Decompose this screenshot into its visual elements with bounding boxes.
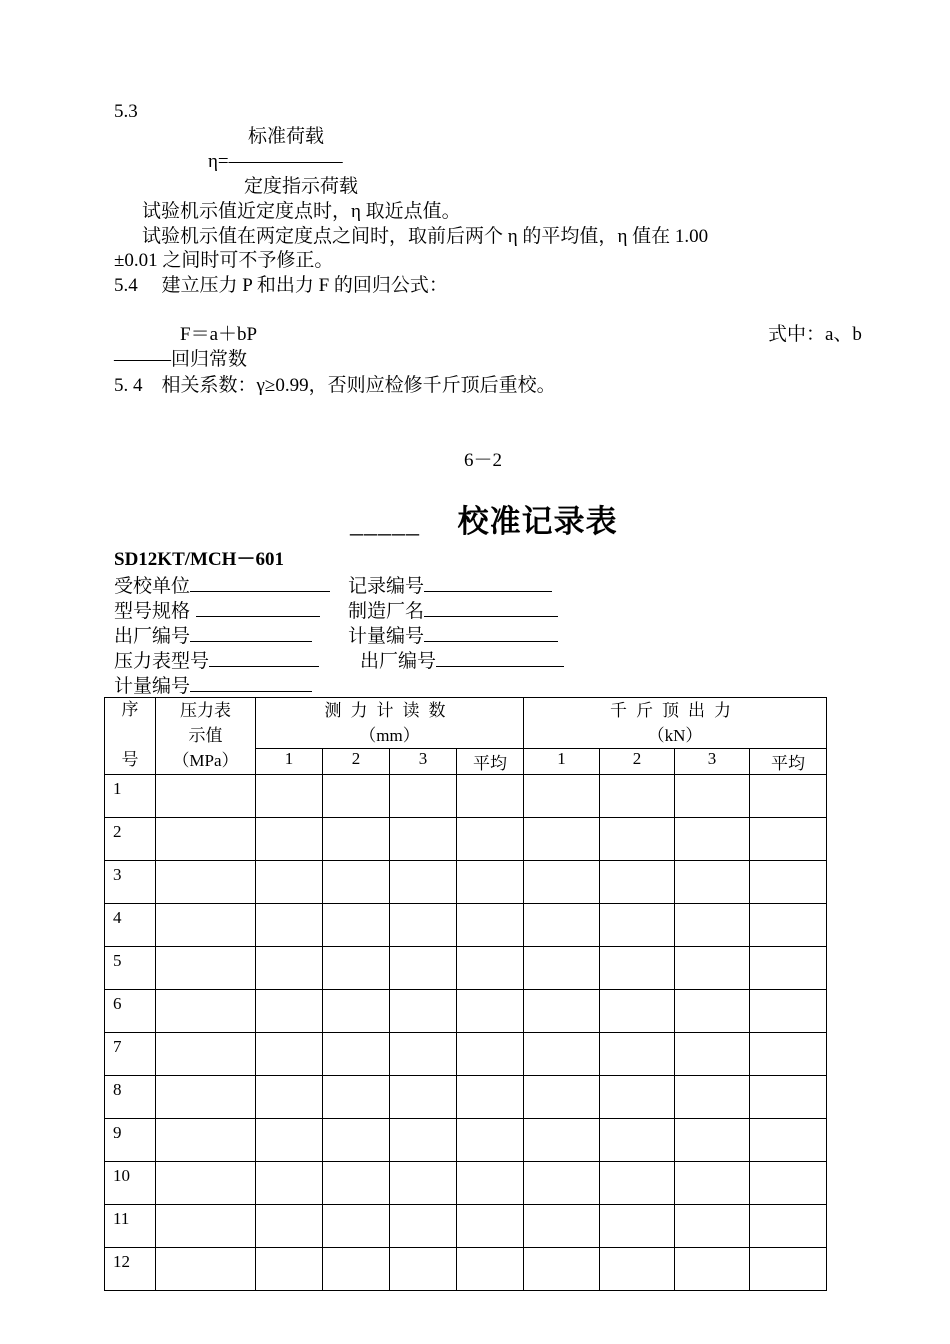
- table-cell[interactable]: [524, 990, 600, 1033]
- table-row: [105, 1076, 827, 1119]
- table-cell[interactable]: [675, 775, 750, 818]
- row-number: 7: [105, 1033, 156, 1076]
- table-cell[interactable]: [600, 1162, 675, 1205]
- field-row: [360, 648, 564, 674]
- table-cell[interactable]: [600, 1033, 675, 1076]
- header-reading-title: 测力计读数: [324, 701, 455, 720]
- table-cell[interactable]: [457, 1248, 524, 1291]
- table-cell[interactable]: [457, 861, 524, 904]
- table-cell[interactable]: [256, 1162, 323, 1205]
- field-gauge-meter-no-label: 计量编号: [114, 676, 191, 697]
- table-cell[interactable]: [256, 1033, 323, 1076]
- field-row: [114, 648, 319, 674]
- section-number: 5.3: [114, 101, 138, 122]
- section-heading: 5.4 建立压力 P 和出力 F 的回归公式：: [114, 275, 448, 296]
- table-cell[interactable]: [323, 1033, 390, 1076]
- table-cell[interactable]: [600, 947, 675, 990]
- table-cell[interactable]: [323, 1248, 390, 1291]
- table-cell[interactable]: [675, 1162, 750, 1205]
- table-cell[interactable]: [457, 990, 524, 1033]
- table-cell[interactable]: [256, 775, 323, 818]
- subheader-output-2: 2: [600, 749, 675, 775]
- table-cell[interactable]: [750, 947, 827, 990]
- header-output-group: [524, 698, 827, 749]
- correlation-note: 5. 4 相关系数：γ≥0.99，否则应检修千斤顶后重校。: [114, 375, 556, 396]
- field-row: [114, 598, 320, 624]
- table-cell[interactable]: [390, 990, 457, 1033]
- header-pressure: [156, 698, 256, 775]
- table-cell[interactable]: [524, 1248, 600, 1291]
- table-row: [105, 1162, 827, 1205]
- table-cell[interactable]: [390, 1119, 457, 1162]
- subheader-reading-2: 2: [323, 749, 390, 775]
- table-cell[interactable]: [750, 1162, 827, 1205]
- title-blank: _____: [350, 509, 420, 538]
- paragraph-line: ±0.01 之间时可不予修正。: [114, 250, 334, 271]
- field-serial-label: 出厂编号: [114, 626, 191, 647]
- table-cell[interactable]: [156, 818, 256, 861]
- field-row: [348, 598, 558, 624]
- field-model-blank[interactable]: [196, 598, 320, 617]
- table-cell[interactable]: [524, 775, 600, 818]
- header-seq: [105, 698, 156, 775]
- table-cell[interactable]: [390, 1076, 457, 1119]
- table-cell[interactable]: [675, 1248, 750, 1291]
- calibration-record-table: [104, 697, 827, 1291]
- header-pressure-line3: （MPa）: [172, 751, 239, 770]
- field-meter-no-label: 计量编号: [348, 626, 425, 647]
- table-cell[interactable]: [457, 1033, 524, 1076]
- table-cell[interactable]: [457, 904, 524, 947]
- row-number: 10: [105, 1162, 156, 1205]
- table-cell[interactable]: [156, 1033, 256, 1076]
- table-cell[interactable]: [457, 1076, 524, 1119]
- table-cell[interactable]: [256, 1205, 323, 1248]
- field-row: [114, 573, 330, 599]
- table-cell[interactable]: [750, 904, 827, 947]
- subheader-output-avg: 平均: [750, 749, 827, 775]
- table-cell[interactable]: [750, 1205, 827, 1248]
- table-cell[interactable]: [323, 1076, 390, 1119]
- field-manufacturer-blank[interactable]: [424, 598, 558, 617]
- table-cell[interactable]: [390, 775, 457, 818]
- header-output-unit: （kN）: [647, 726, 703, 745]
- field-gauge-meter-no-blank[interactable]: [190, 673, 312, 692]
- table-cell[interactable]: [675, 904, 750, 947]
- table-cell[interactable]: [390, 1248, 457, 1291]
- table-cell[interactable]: [675, 947, 750, 990]
- regression-formula: F＝a＋bP: [180, 324, 258, 345]
- table-cell[interactable]: [675, 990, 750, 1033]
- table-cell[interactable]: [256, 947, 323, 990]
- row-number: 11: [105, 1205, 156, 1248]
- table-cell[interactable]: [675, 1076, 750, 1119]
- formula-numerator: 标准荷载: [248, 126, 325, 147]
- row-number: 1: [105, 775, 156, 818]
- row-number: 8: [105, 1076, 156, 1119]
- table-cell[interactable]: [156, 775, 256, 818]
- table-cell[interactable]: [256, 990, 323, 1033]
- table-cell[interactable]: [524, 947, 600, 990]
- table-cell[interactable]: [750, 1033, 827, 1076]
- row-number: 2: [105, 818, 156, 861]
- formula-where: 式中：a、b: [768, 324, 862, 345]
- table-row: [105, 990, 827, 1033]
- subheader-output-1: 1: [524, 749, 600, 775]
- form-title: 校准记录表: [457, 504, 618, 540]
- form-code: SD12KT/MCH－601: [114, 549, 284, 570]
- table-row: [105, 1205, 827, 1248]
- field-model-label: 型号规格: [114, 601, 191, 622]
- field-row: [114, 673, 312, 699]
- table-cell[interactable]: [457, 818, 524, 861]
- table-cell[interactable]: [600, 1205, 675, 1248]
- table-cell[interactable]: [750, 990, 827, 1033]
- table-cell[interactable]: [524, 1162, 600, 1205]
- field-row: [114, 623, 312, 649]
- field-row: [348, 623, 558, 649]
- table-cell[interactable]: [323, 775, 390, 818]
- table-cell[interactable]: [457, 1119, 524, 1162]
- table-cell[interactable]: [600, 861, 675, 904]
- table-row: [105, 1033, 827, 1076]
- field-manufacturer-label: 制造厂名: [348, 601, 425, 622]
- header-seq-bottom: 号: [121, 750, 139, 769]
- subheader-output-3: 3: [675, 749, 750, 775]
- table-cell[interactable]: [390, 818, 457, 861]
- table-cell[interactable]: [156, 1119, 256, 1162]
- table-cell[interactable]: [524, 1076, 600, 1119]
- row-number: 5: [105, 947, 156, 990]
- table-cell[interactable]: [156, 990, 256, 1033]
- paragraph-line: 试验机示值在两定度点之间时，取前后两个 η 的平均值，η 值在 1.00: [142, 226, 709, 247]
- field-gauge-model-label: 压力表型号: [114, 651, 210, 672]
- row-number: 12: [105, 1248, 156, 1291]
- formula-denominator: 定度指示荷载: [244, 176, 359, 197]
- table-cell[interactable]: [457, 1162, 524, 1205]
- table-cell[interactable]: [323, 1205, 390, 1248]
- table-cell[interactable]: [600, 904, 675, 947]
- table-cell[interactable]: [390, 861, 457, 904]
- table-cell[interactable]: [156, 861, 256, 904]
- table-cell[interactable]: [256, 861, 323, 904]
- table-cell[interactable]: [390, 1033, 457, 1076]
- subheader-reading-3: 3: [390, 749, 457, 775]
- row-number: 9: [105, 1119, 156, 1162]
- formula-where-cont: ———回归常数: [114, 349, 248, 370]
- table-cell[interactable]: [323, 947, 390, 990]
- table-cell[interactable]: [323, 861, 390, 904]
- table-cell[interactable]: [600, 1248, 675, 1291]
- header-output-title: 千斤顶出力: [610, 701, 740, 720]
- table-cell[interactable]: [156, 947, 256, 990]
- header-seq-top: 序: [121, 700, 139, 719]
- table-cell[interactable]: [524, 818, 600, 861]
- table-cell[interactable]: [156, 1162, 256, 1205]
- row-number: 4: [105, 904, 156, 947]
- table-cell[interactable]: [156, 1205, 256, 1248]
- field-gauge-serial-blank[interactable]: [436, 648, 564, 667]
- table-row: [105, 904, 827, 947]
- table-cell[interactable]: [750, 1248, 827, 1291]
- table-row: [105, 861, 827, 904]
- table-row: [105, 1248, 827, 1291]
- table-cell[interactable]: [390, 947, 457, 990]
- table-cell[interactable]: [323, 1162, 390, 1205]
- table-row: [105, 775, 827, 818]
- paragraph-line: 试验机示值近定度点时，η 取近点值。: [142, 201, 461, 222]
- table-cell[interactable]: [457, 1205, 524, 1248]
- table-cell[interactable]: [390, 904, 457, 947]
- table-cell[interactable]: [323, 1119, 390, 1162]
- table-cell[interactable]: [675, 1119, 750, 1162]
- table-cell[interactable]: [675, 818, 750, 861]
- field-gauge-serial-label: 出厂编号: [360, 651, 437, 672]
- page-number: 6－2: [464, 450, 503, 471]
- table-cell[interactable]: [600, 990, 675, 1033]
- table-cell[interactable]: [256, 1248, 323, 1291]
- table-cell[interactable]: [323, 818, 390, 861]
- table-cell[interactable]: [750, 818, 827, 861]
- table-cell[interactable]: [675, 861, 750, 904]
- table-cell[interactable]: [256, 904, 323, 947]
- table-cell[interactable]: [256, 818, 323, 861]
- field-record-no-label: 记录编号: [348, 576, 425, 597]
- form-title-row: [350, 503, 618, 543]
- table-cell[interactable]: [750, 1119, 827, 1162]
- table-cell[interactable]: [524, 904, 600, 947]
- table-cell[interactable]: [600, 818, 675, 861]
- table-cell[interactable]: [675, 1205, 750, 1248]
- field-record-no-blank[interactable]: [424, 573, 552, 592]
- table-cell[interactable]: [156, 1076, 256, 1119]
- field-gauge-model-blank[interactable]: [209, 648, 319, 667]
- table-cell[interactable]: [256, 1119, 323, 1162]
- field-row: [348, 573, 552, 599]
- table-cell[interactable]: [524, 1033, 600, 1076]
- field-serial-blank[interactable]: [190, 623, 312, 642]
- header-pressure-line1: 压力表: [180, 701, 231, 720]
- table-cell[interactable]: [524, 1205, 600, 1248]
- formula-eta-line: η=——————: [208, 151, 343, 172]
- subheader-reading-1: 1: [256, 749, 323, 775]
- table-cell[interactable]: [156, 904, 256, 947]
- field-meter-no-blank[interactable]: [424, 623, 558, 642]
- table-cell[interactable]: [675, 1033, 750, 1076]
- header-reading-group: [256, 698, 524, 749]
- table-cell[interactable]: [750, 1076, 827, 1119]
- row-number: 6: [105, 990, 156, 1033]
- table-cell[interactable]: [390, 1162, 457, 1205]
- table-cell[interactable]: [750, 775, 827, 818]
- subheader-reading-avg: 平均: [457, 749, 524, 775]
- header-pressure-line2: 示值: [188, 726, 223, 745]
- table-cell[interactable]: [600, 775, 675, 818]
- table-cell[interactable]: [600, 1076, 675, 1119]
- table-cell[interactable]: [750, 861, 827, 904]
- table-row: [105, 818, 827, 861]
- table-cell[interactable]: [457, 775, 524, 818]
- table-cell[interactable]: [323, 904, 390, 947]
- row-number: 3: [105, 861, 156, 904]
- table-row: [105, 947, 827, 990]
- field-unit-label: 受校单位: [114, 576, 191, 597]
- table-body: [105, 775, 827, 1291]
- header-reading-unit: （mm）: [359, 726, 420, 745]
- table-cell[interactable]: [524, 1119, 600, 1162]
- table-cell[interactable]: [256, 1076, 323, 1119]
- table-cell[interactable]: [156, 1248, 256, 1291]
- table-cell[interactable]: [390, 1205, 457, 1248]
- table-row: [105, 1119, 827, 1162]
- table-cell[interactable]: [457, 947, 524, 990]
- table-cell[interactable]: [524, 861, 600, 904]
- table-cell[interactable]: [600, 1119, 675, 1162]
- field-unit-blank[interactable]: [190, 573, 330, 592]
- table-cell[interactable]: [323, 990, 390, 1033]
